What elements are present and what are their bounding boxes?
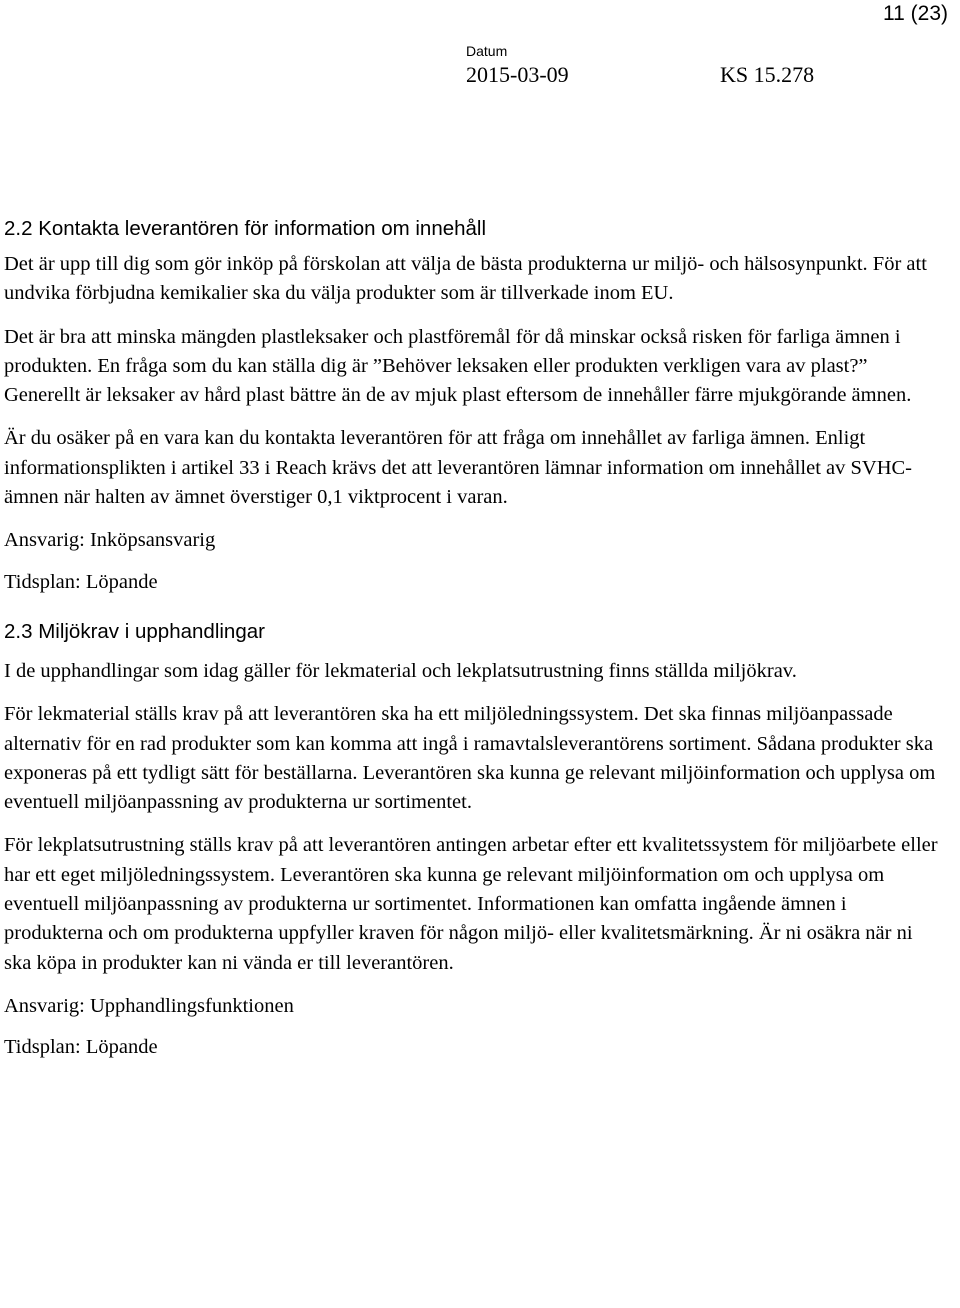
paragraph: I de upphandlingar som idag gäller för lekmaterial och lekplatsutrustning finns ställda miljökrav. (4, 659, 797, 682)
paragraph: För lekplatsutrustning ställs krav på att leverantören antingen arbetar efter ett kvalitetssystem för miljöarbete eller har ett eget miljöledningssystem. Leverantören ska kunna ge relevant miljöinformation om och upplysa om eventuell miljöanpassning av produkterna ur sortimentet. Informationen kan omfatta ingående ämnen i produkterna och om produkterna uppfyller kraven för någon miljö- eller kvalitetsmärkning. Är ni osäkra när ni ska köpa in produkter kan ni vända er till leverantören. (4, 834, 938, 974)
section-heading-2-3: 2.3 Miljökrav i upphandlingar (4, 619, 265, 643)
responsible-line: Ansvarig: Upphandlingsfunktionen (4, 994, 294, 1017)
section-heading-2-2: 2.2 Kontakta leverantören för information om innehåll (4, 217, 487, 240)
document-date: 2015-03-09 (466, 62, 569, 87)
schedule-line: Tidsplan: Löpande (4, 1036, 158, 1059)
paragraph: Är du osäker på en vara kan du kontakta leverantören för att fråga om innehållet av farliga ämnen. Enligt informationsplikten i artikel 33 i Reach krävs det att leverantören lämnar information om innehållet av SVHC-ämnen när halten av ämnet överstiger 0,1 viktprocent i varan. (4, 427, 913, 509)
paragraph: Det är bra att minska mängden plastleksaker och plastföremål för då minskar också risken för farliga ämnen i produkten. En fråga som du kan ställa dig är ”Behöver leksaken eller produkten verkligen vara av plast?” Generellt är leksaker av hård plast bättre än de av mjuk plast eftersom de innehåller färre mjukgörande ämnen. (4, 325, 912, 407)
document-body (4, 214, 944, 1063)
paragraph: Det är upp till dig som gör inköp på förskolan att välja de bästa produkterna ur miljö- och hälsosynpunkt. För att undvika förbjudna kemikalier ska du välja produkter som är tillverkade inom EU. (4, 253, 927, 305)
paragraph: För lekmaterial ställs krav på att leverantören ska ha ett miljöledningssystem. Det ska finnas miljöanpassade alternativ för en rad produkter som kan komma att ingå i ramavtalsleverantörens sortiment. Sådana produkter ska exponeras på ett tydligt sätt för beställarna. Leverantören ska kunna ge relevant miljöinformation och upplysa om eventuell miljöanpassning av produkterna ur sortimentet. (4, 703, 936, 814)
responsible-line: Ansvarig: Inköpsansvarig (4, 529, 216, 552)
date-label: Datum (466, 43, 508, 59)
schedule-line: Tidsplan: Löpande (4, 570, 158, 593)
document-reference: KS 15.278 (720, 62, 815, 87)
page-number: 11 (23) (883, 2, 948, 25)
